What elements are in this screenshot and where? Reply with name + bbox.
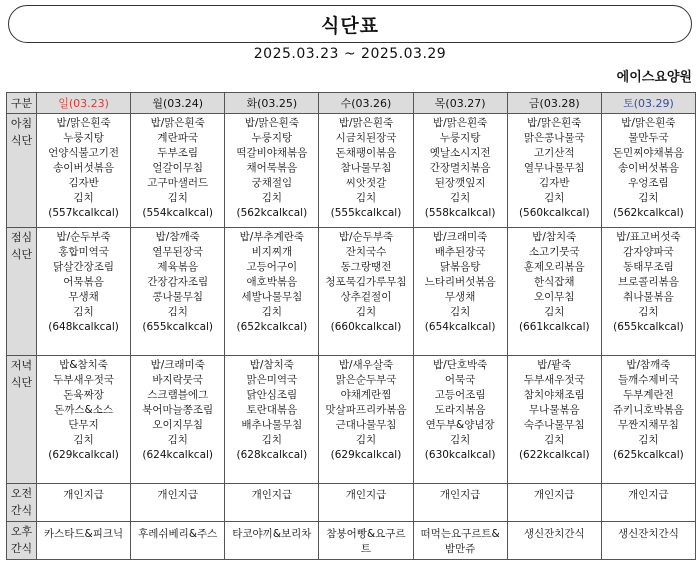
menu-item: 무나물볶음 [528, 404, 580, 416]
menu-item: 밥/팥죽 [537, 359, 572, 371]
menu-item: 김치 [355, 434, 377, 446]
menu-item: 상추겉절이 [340, 291, 392, 303]
menu-item: 개인지급 [439, 489, 481, 501]
weekly-menu-table [6, 92, 696, 560]
menu-cell [37, 522, 131, 560]
menu-item: 밥/맑은흰죽 [621, 117, 676, 129]
header-day-tuesday: 화(03.25) [225, 93, 319, 114]
menu-item: 숙주나물무침 [523, 419, 585, 431]
menu-cell [507, 522, 601, 560]
header-day-monday: 월(03.24) [131, 93, 225, 114]
menu-item: 송이버섯볶음 [617, 162, 679, 174]
menu-item: 김치 [638, 434, 659, 446]
menu-item: 비지찌개 [251, 246, 293, 258]
menu-item: 두부계란전 [623, 389, 674, 401]
header-day-saturday: 토(03.29) [601, 93, 695, 114]
menu-item: 떡갈비야채볶음 [236, 147, 308, 159]
menu-item: 동그랑땡전 [340, 261, 392, 273]
menu-item: 동태무조림 [623, 261, 674, 273]
menu-item: 간장멸치볶음 [429, 162, 491, 174]
row-label-line: 저녁 [10, 359, 33, 372]
meal-row-pm-snack [7, 522, 696, 560]
menu-item: (628kcalkcal) [236, 449, 308, 461]
menu-item: (654kcalkcal) [424, 321, 496, 333]
header-category: 구분 [7, 93, 37, 114]
menu-cell [131, 228, 225, 356]
menu-item: 밥/새우살죽 [338, 359, 394, 371]
menu-cell [601, 356, 695, 484]
menu-item: 밥/단호박죽 [433, 359, 488, 371]
menu-item: 닭살간장조림 [53, 261, 114, 273]
menu-item: 맑은미역국 [246, 374, 298, 386]
menu-item: 오이지무침 [152, 419, 204, 431]
menu-item: (625kcalkcal) [613, 449, 684, 461]
menu-cell [37, 228, 131, 356]
menu-item: 훈제오리볶음 [523, 261, 585, 273]
menu-item: 돈민찌야채볶음 [612, 147, 684, 159]
menu-item: 생신잔치간식 [523, 528, 585, 540]
menu-item: 궁채절임 [251, 177, 293, 189]
menu-item: 개인지급 [157, 489, 198, 501]
menu-cell [413, 356, 507, 484]
row-label-am-snack [7, 484, 37, 522]
menu-item: 후레쉬베리&주스 [138, 528, 218, 540]
menu-item: 씨앗젓갈 [345, 177, 387, 189]
row-label-breakfast [7, 114, 37, 228]
menu-cell [319, 228, 413, 356]
menu-item: 근대나물무침 [335, 419, 397, 431]
header-day-friday: 금(03.28) [507, 93, 601, 114]
menu-item: 두부새우젓국 [53, 374, 114, 386]
row-label-line: 아침 [10, 117, 33, 130]
menu-item: 밥/참치죽 [532, 231, 577, 243]
menu-item: 고기산적 [533, 147, 575, 159]
menu-cell [225, 356, 319, 484]
menu-item: 밥&참치죽 [59, 359, 108, 371]
row-label-line: 간식 [10, 541, 33, 555]
menu-item: 밥/표고버섯죽 [616, 231, 681, 243]
menu-item: 느타리버섯볶음 [424, 276, 496, 288]
meal-row-breakfast [7, 114, 696, 228]
menu-item: 간장감자조림 [147, 276, 209, 288]
menu-cell [225, 228, 319, 356]
menu-item: 밥/참깨죽 [155, 231, 200, 243]
menu-item: 야채계란찜 [340, 389, 392, 401]
menu-item: (655kcalkcal) [142, 321, 214, 333]
menu-item: 맑은순두부국 [335, 374, 397, 386]
menu-item: 밥/맑은흰죽 [56, 117, 111, 129]
menu-item: 고구마샐러드 [147, 177, 209, 189]
menu-item: 김치 [167, 434, 188, 446]
menu-item: 떠먹는요구르트& [420, 528, 500, 540]
menu-item: 밥/순두부죽 [338, 231, 394, 243]
menu-item: 옛날소시지전 [429, 147, 491, 159]
menu-cell [131, 522, 225, 560]
menu-item: (562kcalkcal) [236, 207, 308, 219]
menu-item: 김치 [261, 192, 282, 204]
menu-item: 밥/맑은흰죽 [433, 117, 488, 129]
menu-cell [507, 114, 601, 228]
menu-item: 제육볶음 [157, 261, 198, 273]
menu-cell [319, 522, 413, 560]
menu-cell [507, 484, 601, 522]
menu-item: 돈까스&소스 [54, 404, 114, 416]
menu-item: 누룽지탕 [439, 132, 481, 144]
menu-item: 밥/맑은흰죽 [338, 117, 394, 129]
menu-item: 생신잔치간식 [617, 528, 679, 540]
menu-item: 감자양파국 [623, 246, 674, 258]
menu-item: 두부조림 [157, 147, 198, 159]
menu-item: 김치 [261, 434, 282, 446]
menu-item: 김치 [73, 192, 94, 204]
menu-item: (560kcalkcal) [518, 207, 590, 219]
menu-item: 개인지급 [345, 489, 387, 501]
menu-item: 참치야채조림 [523, 389, 585, 401]
organization-name: 에이스요양원 [616, 70, 692, 85]
menu-cell [601, 228, 695, 356]
menu-item: 카스타드&피크닉 [43, 528, 124, 540]
menu-item: 들깨수제비국 [617, 374, 679, 386]
menu-cell [507, 228, 601, 356]
menu-item: 김치 [544, 306, 565, 318]
header-day-sunday: 일(03.23) [37, 93, 131, 114]
menu-item: 밥/크래미죽 [150, 359, 205, 371]
menu-item: (660kcalkcal) [330, 321, 402, 333]
row-label-line: 오전 [10, 487, 33, 500]
menu-item: (557kcalkcal) [48, 207, 119, 219]
menu-item: 청포묵김가루무침 [325, 276, 407, 288]
menu-cell [37, 484, 131, 522]
menu-item: 북어마늘쫑조림 [142, 404, 214, 416]
menu-cell [319, 484, 413, 522]
row-label-line: 식단 [10, 375, 33, 389]
menu-item: 무생채 [444, 291, 476, 303]
menu-cell [413, 522, 507, 560]
menu-item: 잔치국수 [345, 246, 387, 258]
menu-item: 채어묵볶음 [246, 162, 298, 174]
menu-item: 김치 [167, 192, 188, 204]
row-label-line: 점심 [10, 231, 33, 244]
menu-item: 타코야끼&보리차 [232, 528, 312, 540]
menu-item: (555kcalkcal) [330, 207, 402, 219]
menu-item: 김치 [544, 192, 565, 204]
menu-item: 돈육짜장 [63, 389, 104, 401]
menu-item: 열무나물무침 [523, 162, 585, 174]
menu-item: 김치 [449, 434, 471, 446]
menu-item: 김치 [73, 434, 94, 446]
menu-item: 김치 [355, 192, 377, 204]
menu-cell [319, 356, 413, 484]
menu-item: 우엉조림 [628, 177, 669, 189]
menu-item: (630kcalkcal) [424, 449, 496, 461]
menu-item: 김자반 [68, 177, 99, 189]
menu-item: (655kcalkcal) [613, 321, 684, 333]
menu-item: 배추된장국 [434, 246, 486, 258]
menu-item: 토란대볶음 [246, 404, 298, 416]
menu-item: 오이무침 [533, 291, 575, 303]
menu-item: 김치 [449, 192, 471, 204]
menu-item: 취나물볶음 [623, 291, 674, 303]
meal-row-am-snack [7, 484, 696, 522]
menu-item: 콩나물무침 [152, 291, 204, 303]
menu-cell [225, 522, 319, 560]
menu-item: 김치 [167, 306, 188, 318]
menu-item: 배추나물무침 [241, 419, 303, 431]
menu-item: 한식잡채 [533, 276, 575, 288]
menu-item: 밥/순두부죽 [56, 231, 111, 243]
row-label-pm-snack [7, 522, 37, 560]
menu-item: 맛살파프리카볶음 [325, 404, 407, 416]
menu-item: 김자반 [539, 177, 570, 189]
menu-item: 어묵볶음 [63, 276, 104, 288]
menu-cell [413, 484, 507, 522]
menu-item: 홍합미역국 [58, 246, 109, 258]
menu-cell [131, 484, 225, 522]
menu-item: 밥/맑은흰죽 [527, 117, 582, 129]
row-label-dinner [7, 356, 37, 484]
menu-item: 단무지 [68, 419, 99, 431]
menu-item: 밥/맑은흰죽 [244, 117, 299, 129]
meal-row-lunch [7, 228, 696, 356]
menu-item: 누룽지탕 [251, 132, 293, 144]
menu-cell [601, 522, 695, 560]
menu-item: 물만두국 [628, 132, 669, 144]
menu-item: 김치 [449, 306, 471, 318]
meal-row-dinner [7, 356, 696, 484]
menu-item: 무짠지채무침 [617, 419, 679, 431]
menu-cell [37, 114, 131, 228]
menu-item: 개인지급 [533, 489, 575, 501]
menu-item: 된장깻잎지 [434, 177, 486, 189]
menu-item: 애호박볶음 [246, 276, 298, 288]
menu-item: (629kcalkcal) [48, 449, 119, 461]
menu-item: 김치 [638, 306, 659, 318]
menu-item: 김치 [638, 192, 659, 204]
menu-item: 열무된장국 [152, 246, 204, 258]
menu-item: 김치 [355, 306, 377, 318]
menu-item: 송이버섯볶음 [53, 162, 114, 174]
menu-item: 밥/크래미죽 [433, 231, 488, 243]
menu-item: 김치 [73, 306, 94, 318]
menu-cell [225, 114, 319, 228]
menu-item: 개인지급 [251, 489, 293, 501]
menu-item: 고등어조림 [434, 389, 486, 401]
menu-cell [601, 114, 695, 228]
menu-item: 참나물무침 [340, 162, 392, 174]
menu-item: (629kcalkcal) [330, 449, 402, 461]
menu-item: (661kcalkcal) [518, 321, 590, 333]
menu-cell [413, 228, 507, 356]
menu-item: 닭안심조림 [246, 389, 298, 401]
menu-item: 밥/참깨죽 [626, 359, 671, 371]
menu-item: (562kcalkcal) [613, 207, 684, 219]
header-row [7, 93, 696, 114]
menu-item: 소고기뭇국 [528, 246, 580, 258]
menu-item: 트 [360, 543, 372, 555]
menu-title: 식단표 [8, 5, 692, 43]
menu-cell [507, 356, 601, 484]
menu-period: 2025.03.23 ~ 2025.03.29 [253, 46, 447, 62]
menu-item: 어묵국 [444, 374, 476, 386]
menu-item: 언양식불고기전 [48, 147, 120, 159]
header-day-thursday: 목(03.27) [413, 93, 507, 114]
menu-item: 개인지급 [628, 489, 669, 501]
menu-item: 브로콜리볶음 [617, 276, 679, 288]
menu-item: 누룽지탕 [63, 132, 104, 144]
menu-cell [601, 484, 695, 522]
header-day-wednesday: 수(03.26) [319, 93, 413, 114]
menu-item: 밤만쥬 [444, 543, 476, 555]
menu-item: 맑은콩나물국 [523, 132, 585, 144]
menu-item: 닭볶음탕 [439, 261, 481, 273]
menu-cell [131, 356, 225, 484]
menu-item: (624kcalkcal) [142, 449, 214, 461]
menu-item: 두부새우젓국 [523, 374, 585, 386]
row-label-line: 오후 [10, 525, 33, 538]
menu-item: (554kcalkcal) [142, 207, 214, 219]
menu-item: 참붕어빵&요구르 [326, 528, 406, 540]
menu-item: 연두부&양념장 [425, 419, 495, 431]
menu-item: 도라지볶음 [434, 404, 486, 416]
menu-cell [413, 114, 507, 228]
menu-cell [131, 114, 225, 228]
menu-item: 개인지급 [63, 489, 104, 501]
menu-item: (652kcalkcal) [236, 321, 308, 333]
menu-item: 밥/부추계란죽 [239, 231, 305, 243]
menu-cell [37, 356, 131, 484]
row-label-lunch [7, 228, 37, 356]
menu-item: 쥬키니호박볶음 [612, 404, 684, 416]
menu-item: (622kcalkcal) [518, 449, 590, 461]
menu-item: 돈채팽이볶음 [335, 147, 397, 159]
menu-item: (558kcalkcal) [424, 207, 496, 219]
row-label-line: 식단 [10, 133, 33, 147]
menu-item: 바지락뭇국 [152, 374, 204, 386]
menu-cell [225, 484, 319, 522]
menu-item: 무생채 [68, 291, 99, 303]
menu-item: 세발나물무침 [241, 291, 303, 303]
menu-item: 밥/맑은흰죽 [150, 117, 205, 129]
row-label-line: 식단 [10, 247, 33, 261]
menu-item: 밥/참치죽 [249, 359, 294, 371]
menu-item: 시금치된장국 [335, 132, 397, 144]
menu-item: (648kcalkcal) [48, 321, 119, 333]
menu-item: 고등어구이 [246, 261, 298, 273]
menu-item: 김치 [544, 434, 565, 446]
row-label-line: 간식 [10, 503, 33, 517]
menu-cell [319, 114, 413, 228]
menu-item: 김치 [261, 306, 282, 318]
menu-item: 스크램블에그 [147, 389, 209, 401]
menu-item: 계란파국 [157, 132, 198, 144]
menu-item: 얼갈이무침 [152, 162, 204, 174]
